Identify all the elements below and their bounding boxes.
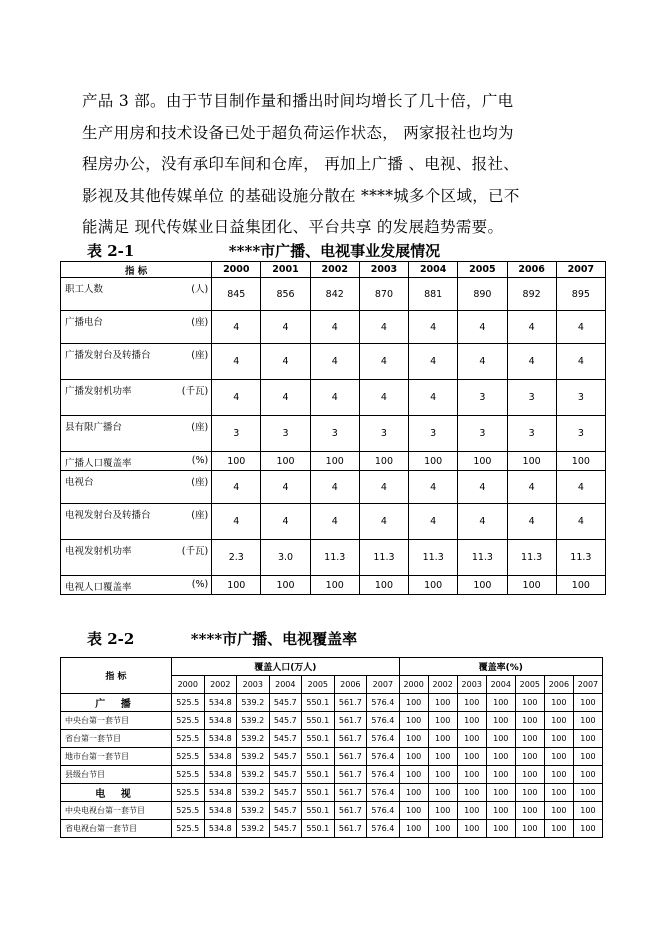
table2-pop-cell: 525.5 xyxy=(172,784,205,802)
table2-rate-cell: 100 xyxy=(573,712,602,730)
table1-cell: 842 xyxy=(310,278,359,311)
table1-header-indicator: 指 标 xyxy=(61,262,212,278)
table1-cell: 100 xyxy=(556,452,605,471)
table1-cell: 870 xyxy=(359,278,408,311)
table1-row xyxy=(61,380,606,416)
table1-row-unit: (座) xyxy=(191,317,209,328)
paragraph-line: 影视及其他传媒单位 的基础设施分散在 ****城多个区域，已不 xyxy=(82,186,520,205)
table2-pop-cell: 561.7 xyxy=(334,766,367,784)
table2-header-rate: 覆盖率(%) xyxy=(399,658,602,676)
table2-pop-cell: 539.2 xyxy=(237,712,270,730)
table1-year-header: 2005 xyxy=(458,262,507,278)
table2-pop-cell: 539.2 xyxy=(237,820,270,838)
table2-pop-cell: 561.7 xyxy=(334,748,367,766)
table1-cell: 4 xyxy=(556,471,605,504)
table2-rate-cell: 100 xyxy=(544,748,573,766)
table1-cell: 4 xyxy=(310,471,359,504)
table2-pop-cell: 545.7 xyxy=(269,766,302,784)
table1-cell: 100 xyxy=(212,452,261,471)
table2-rate-cell: 100 xyxy=(428,766,457,784)
table2-year-header: 2004 xyxy=(269,676,302,694)
table2-pop-cell: 550.1 xyxy=(302,748,335,766)
table2-row xyxy=(61,802,603,820)
table2-pop-cell: 561.7 xyxy=(334,820,367,838)
table1-row-unit: (千瓦) xyxy=(181,546,209,557)
table1-cell: 4 xyxy=(409,344,458,380)
table2-pop-cell: 576.4 xyxy=(367,784,400,802)
table2-pop-cell: 545.7 xyxy=(269,730,302,748)
table1-row xyxy=(61,540,606,576)
table2-pop-cell: 539.2 xyxy=(237,802,270,820)
table2-label: 表 2-2 xyxy=(87,630,135,648)
table2-year-header: 2006 xyxy=(544,676,573,694)
table2-pop-cell: 545.7 xyxy=(269,784,302,802)
table2-year-header: 2007 xyxy=(367,676,400,694)
table1-cell: 4 xyxy=(359,380,408,416)
table1-cell: 4 xyxy=(458,344,507,380)
table2-pop-cell: 539.2 xyxy=(237,694,270,712)
table1-row-label: 电视人口覆盖率 xyxy=(65,582,132,593)
table2-pop-cell: 576.4 xyxy=(367,730,400,748)
table1-year-header: 2003 xyxy=(359,262,408,278)
table1-caption xyxy=(87,240,440,261)
table1-row xyxy=(61,452,606,471)
table1 xyxy=(60,261,606,595)
paragraph-line: 程房办公，没有承印车间和仓库， 再加上广播 、电视、报社、 xyxy=(82,155,520,173)
table2-row-name: 县级台节目 xyxy=(61,766,172,784)
table1-title: ****市广播、电视事业发展情况 xyxy=(228,242,441,260)
table1-row xyxy=(61,344,606,380)
table1-row-name xyxy=(61,504,212,540)
table1-cell: 892 xyxy=(507,278,556,311)
table1-cell: 4 xyxy=(261,311,310,344)
table2-rate-cell: 100 xyxy=(399,784,428,802)
table2-rate-cell: 100 xyxy=(457,694,486,712)
table1-cell: 845 xyxy=(212,278,261,311)
table2-pop-cell: 539.2 xyxy=(237,748,270,766)
table1-row xyxy=(61,416,606,452)
table2-rate-cell: 100 xyxy=(486,820,515,838)
table2-group-row xyxy=(61,694,603,712)
table2-pop-cell: 539.2 xyxy=(237,784,270,802)
table1-cell: 100 xyxy=(359,576,408,595)
table2-group-row xyxy=(61,784,603,802)
table2-year-header: 2000 xyxy=(172,676,205,694)
table1-cell: 4 xyxy=(409,471,458,504)
table2-rate-cell: 100 xyxy=(515,766,544,784)
table2-rate-cell: 100 xyxy=(457,802,486,820)
table2-rate-cell: 100 xyxy=(486,784,515,802)
table1-row-label: 电视台 xyxy=(65,477,94,488)
table1-row-name xyxy=(61,344,212,380)
table1-cell: 100 xyxy=(458,576,507,595)
table1-year-header: 2007 xyxy=(556,262,605,278)
table2-rate-cell: 100 xyxy=(573,766,602,784)
table1-cell: 4 xyxy=(507,504,556,540)
table2-rate-cell: 100 xyxy=(486,766,515,784)
table1-cell: 4 xyxy=(310,380,359,416)
table1-cell: 3 xyxy=(556,380,605,416)
table2-row-name: 省电视台第一套节目 xyxy=(61,820,172,838)
table1-cell: 4 xyxy=(507,311,556,344)
table1-cell: 100 xyxy=(359,452,408,471)
table2-pop-cell: 576.4 xyxy=(367,748,400,766)
table1-row xyxy=(61,278,606,311)
table1-cell: 4 xyxy=(458,311,507,344)
table2-year-header: 2004 xyxy=(486,676,515,694)
table1-cell: 100 xyxy=(310,452,359,471)
table2-rate-cell: 100 xyxy=(486,712,515,730)
table2-rate-cell: 100 xyxy=(515,712,544,730)
table1-label: 表 2-1 xyxy=(87,242,135,260)
table2-rate-cell: 100 xyxy=(457,766,486,784)
table1-cell: 3 xyxy=(556,416,605,452)
table2-rate-cell: 100 xyxy=(399,694,428,712)
table1-cell: 11.3 xyxy=(359,540,408,576)
table1-row-unit: (座) xyxy=(191,350,209,361)
table1-row-unit: (%) xyxy=(191,455,209,466)
table1-cell: 3 xyxy=(359,416,408,452)
table2-rate-cell: 100 xyxy=(428,694,457,712)
table2-rate-cell: 100 xyxy=(515,748,544,766)
table1-cell: 4 xyxy=(409,504,458,540)
table2-rate-cell: 100 xyxy=(515,802,544,820)
table1-cell: 4 xyxy=(359,504,408,540)
table1-cell: 4 xyxy=(212,504,261,540)
table1-cell: 4 xyxy=(261,471,310,504)
table1-row-name xyxy=(61,471,212,504)
table2-rate-cell: 100 xyxy=(399,820,428,838)
table1-row xyxy=(61,471,606,504)
table1-cell: 4 xyxy=(556,344,605,380)
table1-cell: 4 xyxy=(556,311,605,344)
table1-year-header: 2002 xyxy=(310,262,359,278)
table1-cell: 4 xyxy=(310,311,359,344)
table2-rate-cell: 100 xyxy=(457,820,486,838)
paragraph-line: 能满足 现代传媒业日益集团化、平台共享 的发展趋势需要。 xyxy=(82,218,504,236)
table1-cell: 3 xyxy=(212,416,261,452)
table2-row xyxy=(61,820,603,838)
table2-rate-cell: 100 xyxy=(544,694,573,712)
table1-cell: 3 xyxy=(310,416,359,452)
table2-rate-cell: 100 xyxy=(457,730,486,748)
table1-cell: 11.3 xyxy=(409,540,458,576)
table2-pop-cell: 576.4 xyxy=(367,820,400,838)
table2-pop-cell: 550.1 xyxy=(302,766,335,784)
table2-year-header: 2002 xyxy=(204,676,237,694)
table2-rate-cell: 100 xyxy=(486,730,515,748)
table2-pop-cell: 534.8 xyxy=(204,802,237,820)
table2-pop-cell: 550.1 xyxy=(302,694,335,712)
table1-row xyxy=(61,504,606,540)
table1-year-header: 2000 xyxy=(212,262,261,278)
table1-cell: 3 xyxy=(507,380,556,416)
table2-pop-cell: 550.1 xyxy=(302,730,335,748)
table1-row-unit: (座) xyxy=(191,510,209,521)
table2-pop-cell: 576.4 xyxy=(367,712,400,730)
table2-pop-cell: 525.5 xyxy=(172,694,205,712)
table2-pop-cell: 525.5 xyxy=(172,712,205,730)
table2-year-header: 2005 xyxy=(302,676,335,694)
table2-pop-cell: 561.7 xyxy=(334,784,367,802)
table2-pop-cell: 576.4 xyxy=(367,766,400,784)
table2-pop-cell: 539.2 xyxy=(237,766,270,784)
table2-rate-cell: 100 xyxy=(544,766,573,784)
table1-cell: 4 xyxy=(212,471,261,504)
table1-cell: 100 xyxy=(409,576,458,595)
table2-row-name: 广 播 xyxy=(61,694,172,712)
table1-cell: 11.3 xyxy=(310,540,359,576)
table1-cell: 100 xyxy=(310,576,359,595)
table1-cell: 4 xyxy=(507,471,556,504)
table2-row-name: 中央电视台第一套节目 xyxy=(61,802,172,820)
table1-cell: 4 xyxy=(261,344,310,380)
table1-cell: 856 xyxy=(261,278,310,311)
body-paragraph xyxy=(82,86,602,244)
table1-row-label: 广播发射台及转播台 xyxy=(65,350,151,361)
table2-rate-cell: 100 xyxy=(399,802,428,820)
table1-cell: 4 xyxy=(212,311,261,344)
table1-cell: 4 xyxy=(310,504,359,540)
table1-cell: 100 xyxy=(556,576,605,595)
table2-rate-cell: 100 xyxy=(486,748,515,766)
table2-rate-cell: 100 xyxy=(457,784,486,802)
table2-rate-cell: 100 xyxy=(573,730,602,748)
table1-cell: 4 xyxy=(458,504,507,540)
table1-row xyxy=(61,576,606,595)
table1-row-name xyxy=(61,576,212,595)
table2-rate-cell: 100 xyxy=(399,748,428,766)
table2-rate-cell: 100 xyxy=(544,784,573,802)
table2-rate-cell: 100 xyxy=(399,766,428,784)
table2-rate-cell: 100 xyxy=(544,712,573,730)
table1-cell: 3 xyxy=(507,416,556,452)
table1-cell: 4 xyxy=(556,504,605,540)
table2-pop-cell: 525.5 xyxy=(172,820,205,838)
table1-cell: 4 xyxy=(261,504,310,540)
table1-cell: 4 xyxy=(359,344,408,380)
table2-pop-cell: 550.1 xyxy=(302,802,335,820)
table2-rate-cell: 100 xyxy=(515,784,544,802)
table1-cell: 895 xyxy=(556,278,605,311)
table2-rate-cell: 100 xyxy=(428,712,457,730)
table2-rate-cell: 100 xyxy=(515,694,544,712)
table1-cell: 4 xyxy=(507,344,556,380)
table1-row-unit: (座) xyxy=(191,477,209,488)
table2-rate-cell: 100 xyxy=(544,820,573,838)
table2-title: ****市广播、电视覆盖率 xyxy=(190,630,358,648)
table2-year-header: 2007 xyxy=(573,676,602,694)
table2-pop-cell: 539.2 xyxy=(237,730,270,748)
table1-cell: 3 xyxy=(458,380,507,416)
table1-row-name xyxy=(61,278,212,311)
table2-header-pop: 覆盖人口(万人) xyxy=(172,658,400,676)
table2-pop-cell: 534.8 xyxy=(204,694,237,712)
table2-caption xyxy=(87,628,357,649)
table2-rate-cell: 100 xyxy=(457,748,486,766)
table1-row-name xyxy=(61,416,212,452)
table2-year-header: 2000 xyxy=(399,676,428,694)
table2-rate-cell: 100 xyxy=(544,802,573,820)
table1-cell: 4 xyxy=(409,311,458,344)
table2-rate-cell: 100 xyxy=(573,802,602,820)
table1-row-name xyxy=(61,540,212,576)
table1-cell: 11.3 xyxy=(556,540,605,576)
table2-rate-cell: 100 xyxy=(428,820,457,838)
table2-year-header: 2002 xyxy=(428,676,457,694)
table2-pop-cell: 525.5 xyxy=(172,748,205,766)
table1-cell: 100 xyxy=(261,452,310,471)
table2-row xyxy=(61,748,603,766)
table1-row-name xyxy=(61,311,212,344)
table2-pop-cell: 545.7 xyxy=(269,802,302,820)
table2-pop-cell: 561.7 xyxy=(334,730,367,748)
table2-pop-cell: 534.8 xyxy=(204,748,237,766)
table2-row xyxy=(61,712,603,730)
table1-cell: 4 xyxy=(261,380,310,416)
table1-row-name xyxy=(61,380,212,416)
table1-year-header: 2006 xyxy=(507,262,556,278)
table1-cell: 4 xyxy=(359,471,408,504)
table2-rate-cell: 100 xyxy=(515,730,544,748)
table1-year-header: 2004 xyxy=(409,262,458,278)
table1-row-label: 职工人数 xyxy=(65,284,104,295)
paragraph-line: 生产用房和技术设备已处于超负荷运作状态， 两家报社也均为 xyxy=(82,123,514,142)
table1-cell: 4 xyxy=(310,344,359,380)
table1-year-header: 2001 xyxy=(261,262,310,278)
table1-row-unit: (千瓦) xyxy=(181,386,209,397)
table1-cell: 100 xyxy=(212,576,261,595)
table2-rate-cell: 100 xyxy=(486,802,515,820)
table2-rate-cell: 100 xyxy=(428,802,457,820)
table1-row xyxy=(61,311,606,344)
table1-row-label: 广播发射机功率 xyxy=(65,386,132,397)
table2-rate-cell: 100 xyxy=(573,820,602,838)
table2-rate-cell: 100 xyxy=(428,730,457,748)
table2-rate-cell: 100 xyxy=(544,730,573,748)
table2-header-indicator: 指 标 xyxy=(61,658,172,694)
table2-row-name: 中央台第一套节目 xyxy=(61,712,172,730)
table2-pop-cell: 561.7 xyxy=(334,802,367,820)
table2-year-header: 2006 xyxy=(334,676,367,694)
table1-cell: 100 xyxy=(507,452,556,471)
table1-row-label: 县有限广播台 xyxy=(65,422,123,433)
table1-cell: 100 xyxy=(409,452,458,471)
table2-pop-cell: 561.7 xyxy=(334,712,367,730)
table1-cell: 100 xyxy=(458,452,507,471)
table2-pop-cell: 525.5 xyxy=(172,730,205,748)
table1-cell: 4 xyxy=(212,344,261,380)
table2-rate-cell: 100 xyxy=(399,730,428,748)
table2-row xyxy=(61,730,603,748)
table2-pop-cell: 576.4 xyxy=(367,694,400,712)
table2-rate-cell: 100 xyxy=(428,784,457,802)
table1-cell: 881 xyxy=(409,278,458,311)
table2-pop-cell: 534.8 xyxy=(204,730,237,748)
table1-cell: 4 xyxy=(359,311,408,344)
table2 xyxy=(60,657,603,838)
table2-pop-cell: 550.1 xyxy=(302,712,335,730)
table2-row-name: 省台第一套节目 xyxy=(61,730,172,748)
table1-row-label: 电视发射机功率 xyxy=(65,546,132,557)
table2-pop-cell: 545.7 xyxy=(269,748,302,766)
table1-cell: 11.3 xyxy=(507,540,556,576)
table2-pop-cell: 534.8 xyxy=(204,712,237,730)
table1-cell: 11.3 xyxy=(458,540,507,576)
table2-rate-cell: 100 xyxy=(573,784,602,802)
paragraph-line: 产品 3 部。由于节目制作量和播出时间均增长了几十倍，广电 xyxy=(82,92,514,110)
table2-pop-cell: 550.1 xyxy=(302,820,335,838)
table2-pop-cell: 534.8 xyxy=(204,766,237,784)
table2-rate-cell: 100 xyxy=(457,712,486,730)
table1-row-label: 电视发射台及转播台 xyxy=(65,510,151,521)
table1-cell: 4 xyxy=(409,380,458,416)
table2-pop-cell: 545.7 xyxy=(269,820,302,838)
table2-rate-cell: 100 xyxy=(515,820,544,838)
table1-row-unit: (座) xyxy=(191,422,209,433)
table2-pop-cell: 525.5 xyxy=(172,766,205,784)
table1-cell: 100 xyxy=(507,576,556,595)
table2-pop-cell: 545.7 xyxy=(269,712,302,730)
table1-row-label: 广播人口覆盖率 xyxy=(65,458,132,469)
table1-cell: 3 xyxy=(409,416,458,452)
table1-row-name xyxy=(61,452,212,471)
table2-row-name: 地市台第一套节目 xyxy=(61,748,172,766)
table2-pop-cell: 534.8 xyxy=(204,820,237,838)
table1-cell: 4 xyxy=(212,380,261,416)
table2-rate-cell: 100 xyxy=(428,748,457,766)
table1-cell: 4 xyxy=(458,471,507,504)
table2-year-header: 2003 xyxy=(237,676,270,694)
table1-cell: 2.3 xyxy=(212,540,261,576)
table2-pop-cell: 534.8 xyxy=(204,784,237,802)
table2-row-name: 电 视 xyxy=(61,784,172,802)
table1-row-unit: (人) xyxy=(191,284,209,295)
table2-rate-cell: 100 xyxy=(573,694,602,712)
table2-year-header: 2003 xyxy=(457,676,486,694)
table1-cell: 3 xyxy=(458,416,507,452)
table2-pop-cell: 525.5 xyxy=(172,802,205,820)
table1-cell: 100 xyxy=(261,576,310,595)
table2-year-header: 2005 xyxy=(515,676,544,694)
table2-pop-cell: 576.4 xyxy=(367,802,400,820)
table2-rate-cell: 100 xyxy=(399,712,428,730)
table1-row-unit: (%) xyxy=(191,579,209,590)
table2-header-row xyxy=(61,658,603,676)
table2-pop-cell: 545.7 xyxy=(269,694,302,712)
table2-row xyxy=(61,766,603,784)
table1-cell: 3.0 xyxy=(261,540,310,576)
table2-rate-cell: 100 xyxy=(573,748,602,766)
table2-pop-cell: 550.1 xyxy=(302,784,335,802)
table1-cell: 890 xyxy=(458,278,507,311)
table1-cell: 3 xyxy=(261,416,310,452)
table2-rate-cell: 100 xyxy=(486,694,515,712)
table2-pop-cell: 561.7 xyxy=(334,694,367,712)
table1-row-label: 广播电台 xyxy=(65,317,104,328)
table1-header-row xyxy=(61,262,606,278)
